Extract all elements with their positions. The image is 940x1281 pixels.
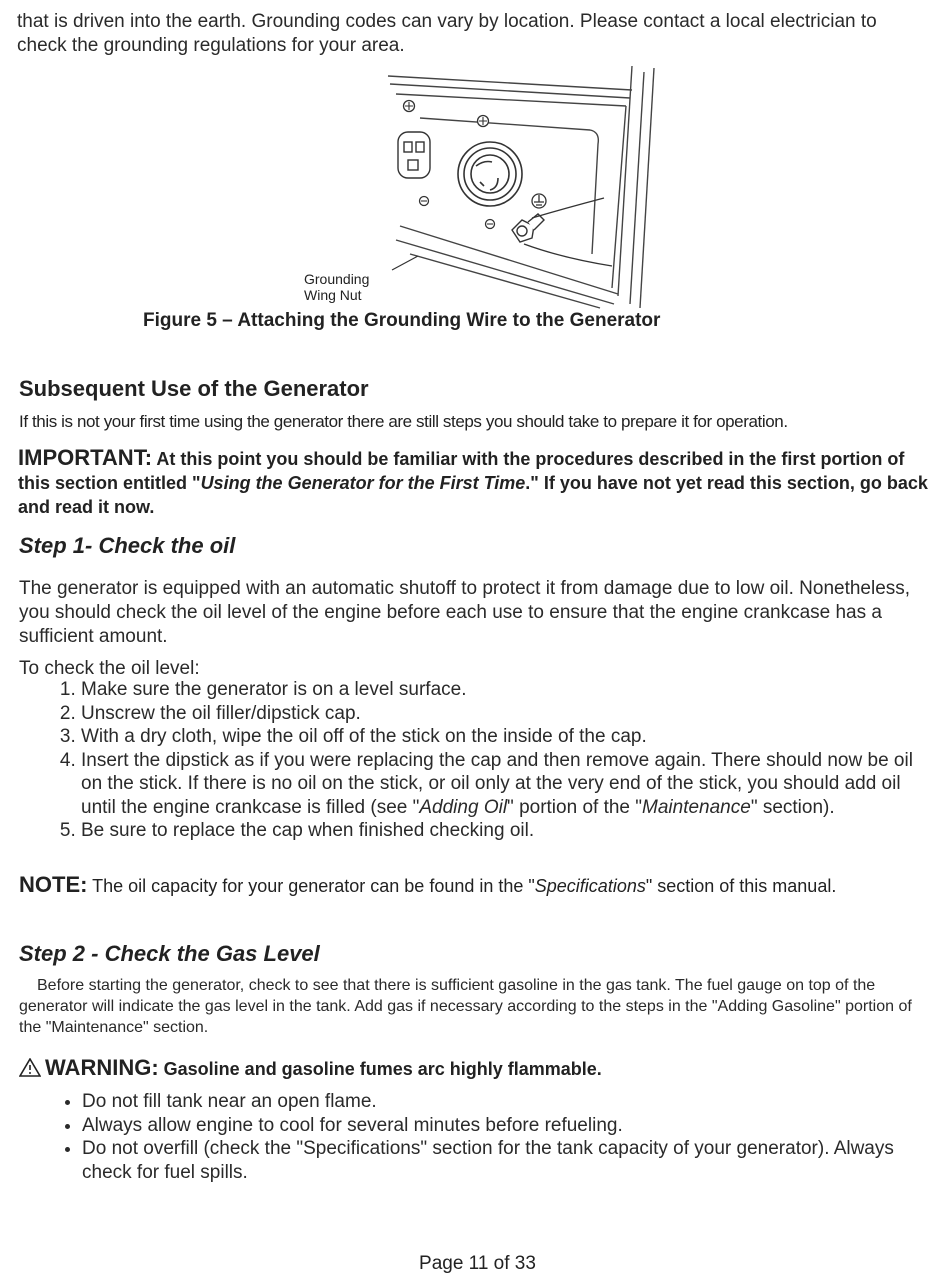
list-item: • Do not overfill (check the "Specifications" section for the tank capacity of your generator). Always check for fuel spills. — [82, 1137, 919, 1184]
important-italic: Using the Generator for the First Time — [200, 473, 526, 493]
list-item: 3. With a dry cloth, wipe the oil off of the stick on the inside of the cap. — [81, 725, 919, 749]
page-number: Page 11 of 33 — [419, 1253, 536, 1274]
note-italic: Specifications — [534, 876, 646, 896]
section-intro: If this is not your first time using the generator there are still steps you should take to prepare it for operation. — [19, 412, 788, 431]
callout-line-1: Grounding — [304, 271, 370, 287]
list-item: 1. Make sure the generator is on a level surface. — [81, 678, 919, 702]
important-text-before: At this point you should be familiar with the procedures described in the first portion of this section entitled " — [18, 449, 905, 493]
step1-paragraph: The generator is equipped with an automatic shutoff to protect it from damage due to low oil. Nonetheless, you should check the oil level of the engine before each use to ensure that the engine crankcase has a sufficient amount. — [19, 578, 911, 647]
warning-text: Gasoline and gasoline fumes arc highly flammable. — [158, 1059, 602, 1079]
note-text-a: The oil capacity for your generator can be found in the " — [87, 876, 535, 896]
grounding-wing-nut-label — [304, 271, 369, 303]
important-notice — [18, 446, 930, 519]
item4-text-c: " portion of the " — [507, 796, 643, 818]
oil-check-steps — [19, 678, 919, 843]
list-item: 2. Unscrew the oil filler/dipstick cap. — [81, 702, 919, 726]
note-text-b: " section of this manual. — [645, 876, 837, 896]
item4-italic-adding-oil: Adding Oil — [419, 796, 508, 818]
item4-italic-maintenance: Maintenance — [642, 796, 751, 818]
note-label: NOTE: — [19, 872, 88, 897]
step2-heading: Step 2 - Check the Gas Level — [19, 941, 320, 966]
item4-text-e: " section). — [750, 796, 835, 818]
figure-caption: Figure 5 – Attaching the Grounding Wire to the Generator — [143, 310, 661, 331]
item4-text-a: Insert the dipstick as if you were replacing the cap and then remove again. There should now be oil on the stick. If there is no oil on the stick, or oil only at the very end of the stick, you should add oil until the engine crankcase is filled (see " — [81, 749, 913, 818]
list-item — [81, 749, 919, 820]
list-item: • Always allow engine to cool for several minutes before refueling. — [82, 1114, 919, 1138]
section-heading: Subsequent Use of the Generator — [19, 376, 369, 401]
list-item: 5. Be sure to replace the cap when finished checking oil. — [81, 819, 919, 843]
callout-line-2: Wing Nut — [304, 287, 362, 303]
warning-bullets — [19, 1090, 919, 1184]
intro-paragraph: that is driven into the earth. Grounding codes can vary by location. Please contact a local electrician to check the grounding regulations for your area. — [17, 11, 877, 56]
warning-triangle-icon — [19, 1058, 41, 1077]
important-label: IMPORTANT: — [18, 445, 153, 470]
step1-heading: Step 1- Check the oil — [19, 533, 236, 558]
warning-heading — [19, 1055, 602, 1081]
step2-paragraph: Before starting the generator, check to see that there is sufficient gasoline in the gas tank. The fuel gauge on top of the generator will indicate the gas level in the tank. Add gas if necessary according to the steps in the "Adding Gasoline" portion of the "Maintenance" section. — [19, 977, 912, 1036]
note-block — [19, 872, 919, 899]
step1-list-intro: To check the oil level: — [19, 658, 200, 679]
warning-label: WARNING: — [45, 1055, 159, 1080]
important-text-after: ." If you have not yet read this section, go back and read it now. — [18, 473, 928, 517]
list-item: • Do not fill tank near an open flame. — [82, 1090, 919, 1114]
